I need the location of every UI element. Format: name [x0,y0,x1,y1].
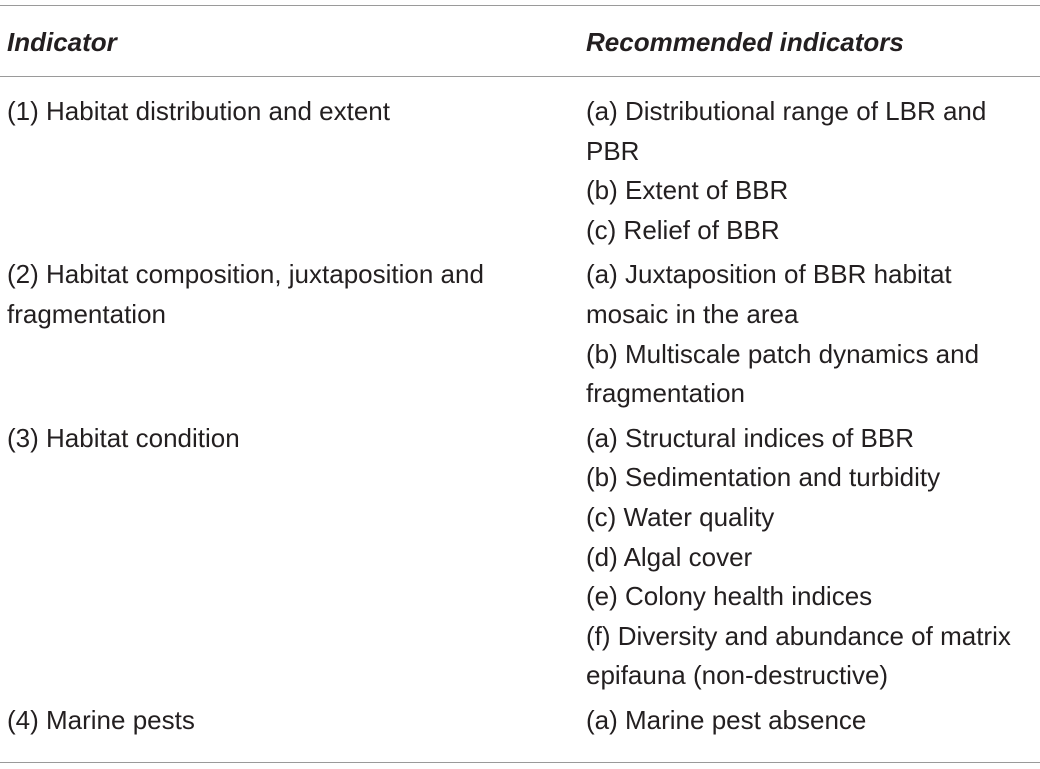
indicator-cell: (3) Habitat condition [7,422,240,453]
table-header-rule [0,76,1040,77]
recommended-item: (a) Structural indices of BBR [586,422,915,453]
recommended-cell [586,419,1026,696]
indicator-cell: (4) Marine pests [7,704,195,735]
recommended-item: (b) Multiscale patch dynamics and fragmentation [586,338,980,409]
table-row [0,701,1040,741]
recommended-item: (a) Marine pest absence [586,704,867,735]
recommended-item: (b) Extent of BBR [586,175,789,206]
table-top-rule [0,5,1040,6]
table-row [0,255,1040,413]
indicator-cell: (2) Habitat composition, juxtaposition and fragmentation [7,259,484,329]
recommended-item: (a) Juxtaposition of BBR habitat mosaic in the area [586,259,952,329]
table-header [0,22,1040,62]
recommended-item: (a) Distributional range of LBR and PBR [586,96,987,166]
header-indicator: Indicator [7,27,117,57]
table-row [0,419,1040,696]
table-bottom-rule [0,762,1040,763]
recommended-item: (c) Relief of BBR [586,214,780,245]
recommended-cell [586,701,1026,741]
recommended-cell [586,92,1026,250]
recommended-item: (f) Diversity and abundance of matrix epifauna (non-destructive) [586,620,1011,691]
recommended-item: (c) Water quality [586,501,775,532]
table-row [0,92,1040,250]
header-recommended-indicators: Recommended indicators [586,27,904,57]
recommended-item: (d) Algal cover [586,541,753,572]
table-body [0,92,1040,741]
recommended-cell [586,255,1026,413]
recommended-item: (b) Sedimentation and turbidity [586,462,941,493]
recommended-item: (e) Colony health indices [586,581,873,612]
indicator-cell: (1) Habitat distribution and extent [7,96,390,126]
